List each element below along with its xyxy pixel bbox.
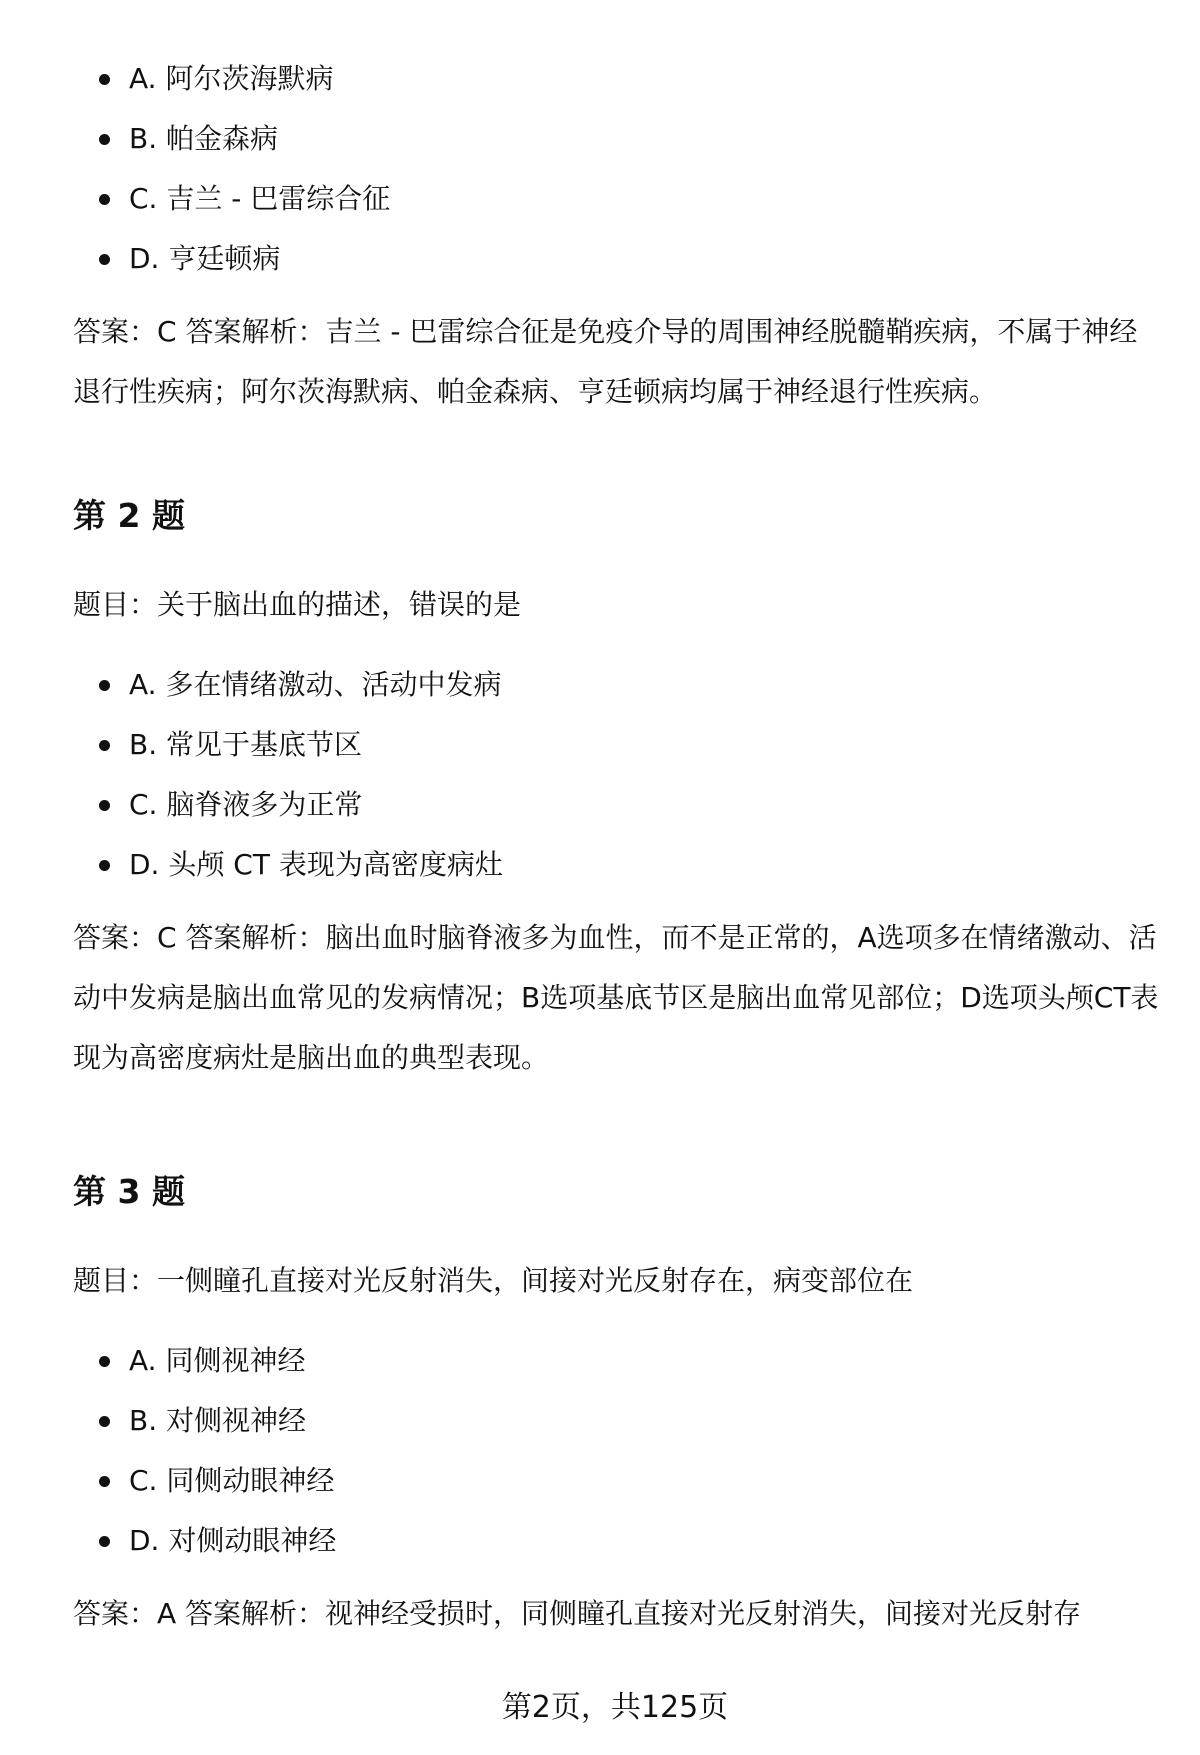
option-a <box>73 62 1163 96</box>
option-d <box>73 1524 1163 1558</box>
option-text: C. 吉兰 - 巴雷综合征 <box>129 182 391 215</box>
option-text: B. 对侧视神经 <box>129 1404 307 1437</box>
question-2-options <box>73 668 1163 882</box>
option-text: D. 亨廷顿病 <box>129 242 281 275</box>
page-number: 第2页，共125页 <box>501 1690 729 1725</box>
question-2 <box>73 496 1163 1088</box>
option-text: A. 同侧视神经 <box>129 1344 306 1377</box>
question-stem: 题目：关于脑出血的描述，错误的是 <box>73 588 522 621</box>
option-text: A. 阿尔茨海默病 <box>129 62 334 95</box>
option-a <box>73 668 1163 702</box>
bullet-icon <box>99 254 110 265</box>
bullet-icon <box>99 800 110 811</box>
option-b <box>73 1404 1163 1438</box>
option-d <box>73 242 1163 276</box>
bullet-icon <box>99 1416 110 1427</box>
bullet-icon <box>99 740 110 751</box>
question-3-options <box>73 1344 1163 1558</box>
option-a <box>73 1344 1163 1378</box>
option-b <box>73 122 1163 156</box>
question-1-options <box>73 62 1163 276</box>
bullet-icon <box>99 1536 110 1547</box>
bullet-icon <box>99 74 110 85</box>
bullet-icon <box>99 860 110 871</box>
option-text: B. 常见于基底节区 <box>129 728 363 761</box>
answer-explanation: 答案：C 答案解析：吉兰 - 巴雷综合征是免疫介导的周围神经脱髓鞘疾病，不属于神经退行性疾病；阿尔茨海默病、帕金森病、亨廷顿病均属于神经退行性疾病。 <box>73 315 1138 408</box>
option-text: C. 同侧动眼神经 <box>129 1464 335 1497</box>
option-c <box>73 1464 1163 1498</box>
option-d <box>73 848 1163 882</box>
option-b <box>73 728 1163 762</box>
bullet-icon <box>99 1356 110 1367</box>
answer-explanation: 答案：C 答案解析：脑出血时脑脊液多为血性，而不是正常的，A选项多在情绪激动、活动中发病是脑出血常见的发病情况；B选项基底节区是脑出血常见部位；D选项头颅CT表现为高密度病灶是脑出血的典型表现。 <box>73 921 1159 1074</box>
option-c <box>73 182 1163 216</box>
question-stem: 题目：一侧瞳孔直接对光反射消失，间接对光反射存在，病变部位在 <box>73 1264 914 1297</box>
bullet-icon <box>99 194 110 205</box>
question-1 <box>73 62 1163 422</box>
option-text: D. 头颅 CT 表现为高密度病灶 <box>129 848 503 881</box>
option-text: D. 对侧动眼神经 <box>129 1524 337 1557</box>
bullet-icon <box>99 134 110 145</box>
question-heading: 第 2 题 <box>73 496 185 535</box>
option-text: C. 脑脊液多为正常 <box>129 788 363 821</box>
question-3 <box>73 1172 1163 1644</box>
option-text: B. 帕金森病 <box>129 122 279 155</box>
option-text: A. 多在情绪激动、活动中发病 <box>129 668 502 701</box>
bullet-icon <box>99 680 110 691</box>
answer-explanation: 答案：A 答案解析：视神经受损时，同侧瞳孔直接对光反射消失，间接对光反射存 <box>73 1597 1082 1630</box>
option-c <box>73 788 1163 822</box>
question-heading: 第 3 题 <box>73 1172 185 1211</box>
bullet-icon <box>99 1476 110 1487</box>
